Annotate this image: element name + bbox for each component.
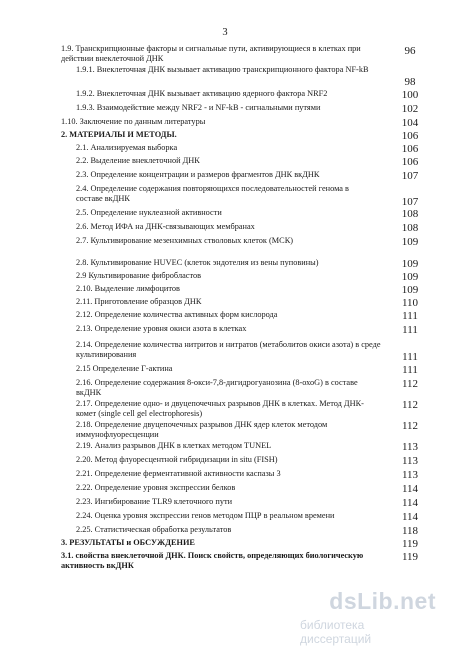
toc-entry-page: 114: [401, 483, 419, 495]
toc-entry-page: 109: [401, 284, 419, 296]
toc-entry-page: 109: [401, 258, 419, 270]
toc-entry-page: 111: [402, 324, 418, 336]
watermark: [300, 588, 450, 646]
toc-entry-page: 119: [401, 538, 419, 550]
page-number: 3: [222, 27, 228, 38]
watermark-subtitle: библиотека диссертаций: [300, 618, 372, 646]
watermark-logo: dsLib.net: [329, 588, 436, 614]
toc-entry-page: 118: [401, 525, 419, 537]
toc-entry-title: 2.5. Определение нуклеазной активности: [76, 208, 222, 217]
toc-entry-page: 109: [401, 236, 419, 248]
toc-entry-title: 2.10. Выделение лимфоцитов: [76, 284, 180, 293]
toc-entry-page: 108: [401, 222, 419, 234]
toc-entry-page: 104: [401, 117, 419, 129]
toc-entry-page: 96: [404, 45, 416, 57]
toc-entry-title: 2.22. Определение уровня экспрессии белков: [76, 483, 236, 492]
toc-entry-page: 111: [402, 364, 418, 376]
toc-entry-title: 1.9.3. Взаимодействие между NRF2 - и NF-kB - сигнальными путями: [76, 103, 321, 112]
toc-entry-page: 109: [401, 271, 419, 283]
toc-entry-title: 2.17. Определение одно- и двуцепочечных разрывов ДНК в клетках. Метод ДНК-комет (single cell gel electrophoresis): [76, 399, 364, 418]
toc-entry-title: 2.8. Культивирование HUVEC (клеток эндотелия из вены пуповины): [76, 258, 319, 267]
toc-entry-title: 2.25. Статистическая обработка результатов: [76, 525, 232, 534]
toc-entry-page: 98: [404, 76, 416, 88]
toc-entry-title: 2.20. Метод флуоресцентной гибридизации in situ (FISH): [76, 455, 278, 464]
toc-entry-page: 107: [401, 170, 419, 182]
toc-entry-title: 2.7. Культивирование мезенхимных стволовых клеток (МСК): [76, 236, 293, 245]
toc-entry-page: 111: [402, 351, 418, 363]
toc-entry-page: 110: [401, 297, 419, 309]
toc-entry-page: 107: [401, 196, 419, 208]
toc-entry-page: 106: [401, 143, 419, 155]
toc-entry-title: 1.9.2. Внеклеточная ДНК вызывает активацию ядерного фактора NRF2: [76, 89, 328, 98]
toc-entry-page: 119: [401, 551, 419, 563]
toc-entry-page: 114: [401, 511, 419, 523]
toc-entry-page: 111: [402, 310, 418, 322]
toc-entry-title: 2.24. Оценка уровня экспрессии генов методом ПЦР в реальном времени: [76, 511, 335, 520]
toc-entry-page: 113: [401, 455, 419, 467]
toc-entry-title: 2.11. Приготовление образцов ДНК: [76, 297, 202, 306]
toc-entry-page: 100: [401, 89, 419, 101]
toc-entry-title: 2.15 Определение Г-актина: [76, 364, 173, 373]
toc-entry-title: 2. МАТЕРИАЛЫ И МЕТОДЫ.: [61, 130, 177, 139]
toc-entry-page: 102: [401, 103, 419, 115]
toc-entry-title: 1.9.1. Внеклеточная ДНК вызывает активацию транскрипционного фактора NF-kB: [76, 65, 369, 74]
toc-entry-title: 2.14. Определение количества нитритов и нитратов (метаболитов окиси азота) в среде культивирования: [76, 340, 381, 359]
toc-entry-page: 112: [401, 399, 419, 411]
toc-entry-title: 2.13. Определение уровня окиси азота в клетках: [76, 324, 247, 333]
toc-entry-title: 2.6. Метод ИФА на ДНК-связывающих мембранах: [76, 222, 255, 231]
toc-entry-page: 112: [401, 378, 419, 390]
toc-entry-page: 113: [401, 469, 419, 481]
toc-entry-page: 106: [401, 130, 419, 142]
toc-entry-title: 2.21. Определение ферментативной активности каспазы 3: [76, 469, 281, 478]
toc-entry-title: 2.1. Анализируемая выборка: [76, 143, 178, 152]
toc-entry-page: 113: [401, 441, 419, 453]
toc-entry-title: 3. РЕЗУЛЬТАТЫ и ОБСУЖДЕНИЕ: [61, 538, 195, 547]
toc-entry-title: 2.2. Выделение внеклеточной ДНК: [76, 156, 200, 165]
toc-entry-title: 2.23. Ингибирование TLR9 клеточного пути: [76, 497, 233, 506]
toc-entry-page: 108: [401, 208, 419, 220]
toc-entry-title: 2.19. Анализ разрывов ДНК в клетках методом TUNEL: [76, 441, 272, 450]
toc-entry-title: 2.3. Определение концентрации и размеров фрагментов ДНК вкДНК: [76, 170, 320, 179]
toc-entry-page: 106: [401, 156, 419, 168]
toc-entry-title: 3.1. свойства внеклеточной ДНК. Поиск свойств, определяющих биологическую активность вкДНК: [61, 551, 364, 570]
toc-entry-title: 1.9. Транскрипционные факторы и сигнальные пути, активирующиеся в клетках при действии внеклеточной ДНК: [61, 44, 361, 63]
toc-entry-title: 1.10. Заключение по данным литературы: [61, 117, 206, 126]
toc-entry-title: 2.16. Определение содержания 8-окси-7,8-дигидрогуанозина (8-охоG) в составе вкДНК: [76, 378, 358, 397]
toc-entry-title: 2.4. Определение содержания повторяющихся последовательностей генома в составе вкДНК: [76, 184, 349, 203]
toc-entry-title: 2.18. Определение двуцепочечных разрывов ДНК ядер клеток методом иммунофлуоресценции: [76, 420, 328, 439]
toc-entry-title: 2.12. Определение количества активных форм кислорода: [76, 310, 278, 319]
toc-entry-page: 112: [401, 420, 419, 432]
toc-entry-title: 2.9 Культивирование фибробластов: [76, 271, 202, 280]
toc-entry-page: 114: [401, 497, 419, 509]
